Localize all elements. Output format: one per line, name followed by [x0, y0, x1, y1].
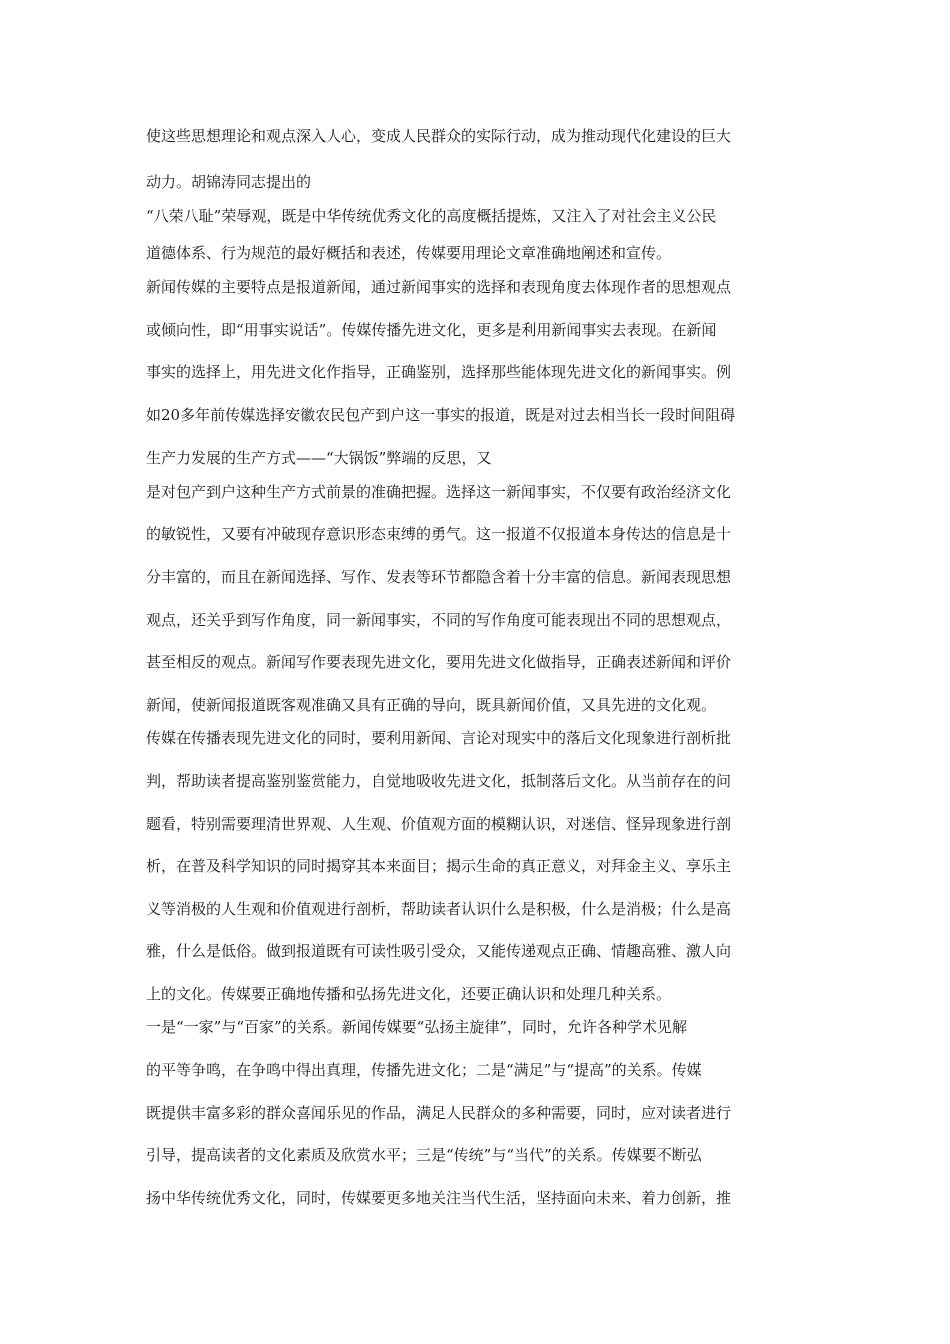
text-line: “八荣八耻”荣辱观，既是中华传统优秀文化的高度概括提炼，又注入了对社会主义公民 [146, 207, 717, 225]
text-line: 的平等争鸣，在争鸣中得出真理，传播先进文化；二是“满足”与“提高”的关系。传媒 [146, 1061, 702, 1079]
text-line: 题看，特别需要理清世界观、人生观、价值观方面的模糊认识，对迷信、怪异现象进行剖 [146, 815, 732, 833]
text-line: 事实的选择上，用先进文化作指导，正确鉴别，选择那些能体现先进文化的新闻事实。例 [146, 363, 732, 381]
text-line: 或倾向性，即“用事实说话”。传媒传播先进文化，更多是利用新闻事实去表现。在新闻 [146, 321, 717, 339]
text-line: 观点，还关乎到写作角度，同一新闻事实，不同的写作角度可能表现出不同的思想观点， [146, 611, 732, 629]
text-line: 是对包产到户这种生产方式前景的准确把握。选择这一新闻事实，不仅要有政治经济文化 [146, 483, 732, 501]
text-line: 道德体系、行为规范的最好概括和表述，传媒要用理论文章准确地阐述和宣传。 [146, 244, 672, 262]
text-line: 分丰富的，而且在新闻选择、写作、发表等环节都隐含着十分丰富的信息。新闻表现思想 [146, 568, 732, 586]
text-line: 传媒在传播表现先进文化的同时，要利用新闻、言论对现实中的落后文化现象进行剖析批 [146, 729, 732, 747]
text-line: 引导，提高读者的文化素质及欣赏水平；三是“传统”与“当代”的关系。传媒要不断弘 [146, 1146, 702, 1164]
text-line: 使这些思想理论和观点深入人心，变成人民群众的实际行动，成为推动现代化建设的巨大 [146, 127, 732, 145]
text-line: 如20多年前传媒选择安徽农民包产到户这一事实的报道，既是对过去相当长一段时间阻碍 [146, 406, 736, 424]
text-line: 生产力发展的生产方式——“大锅饭”弊端的反思，又 [146, 449, 492, 467]
text-line: 判，帮助读者提高鉴别鉴赏能力，自觉地吸收先进文化，抵制落后文化。从当前存在的问 [146, 772, 732, 790]
text-line: 上的文化。传媒要正确地传播和弘扬先进文化，还要正确认识和处理几种关系。 [146, 985, 672, 1003]
text-line: 甚至相反的观点。新闻写作要表现先进文化，要用先进文化做指导，正确表述新闻和评价 [146, 653, 732, 671]
text-line: 雅，什么是低俗。做到报道既有可读性吸引受众，又能传递观点正确、情趣高雅、激人向 [146, 942, 732, 960]
text-line: 的敏锐性，又要有冲破现存意识形态束缚的勇气。这一报道不仅报道本身传达的信息是十 [146, 525, 732, 543]
text-line: 新闻，使新闻报道既客观准确又具有正确的导向，既具新闻价值，又具先进的文化观。 [146, 696, 717, 714]
text-line: 既提供丰富多彩的群众喜闻乐见的作品，满足人民群众的多种需要，同时，应对读者进行 [146, 1104, 732, 1122]
text-line: 一是“一家”与“百家”的关系。新闻传媒要“弘扬主旋律”，同时，允许各种学术见解 [146, 1018, 688, 1036]
text-line: 扬中华传统优秀文化，同时，传媒要更多地关注当代生活，坚持面向未来、着力创新，推 [146, 1189, 732, 1207]
text-line: 析，在普及科学知识的同时揭穿其本来面目；揭示生命的真正意义，对拜金主义、享乐主 [146, 857, 732, 875]
text-line: 义等消极的人生观和价值观进行剖析，帮助读者认识什么是积极，什么是消极；什么是高 [146, 900, 732, 918]
text-line: 动力。胡锦涛同志提出的 [146, 173, 312, 191]
text-line: 新闻传媒的主要特点是报道新闻，通过新闻事实的选择和表现角度去体现作者的思想观点 [146, 278, 732, 296]
